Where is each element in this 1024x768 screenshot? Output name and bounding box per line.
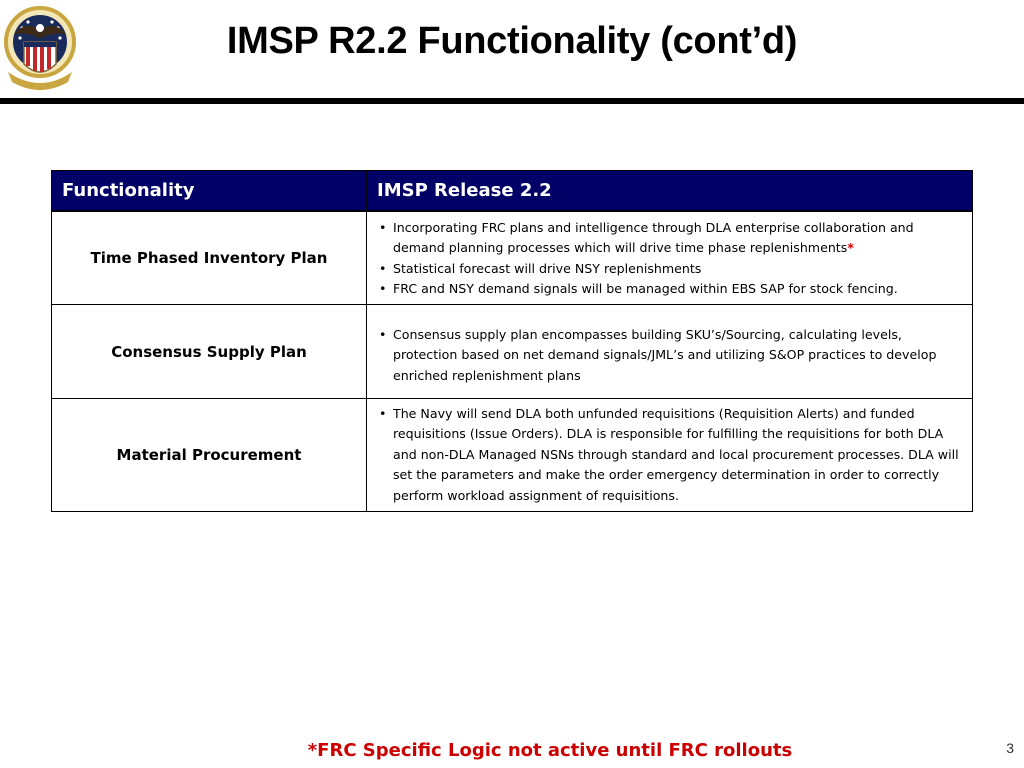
list-item [379,325,964,387]
bullet-text: FRC and NSY demand signals will be managed within EBS SAP for stock fencing. [393,281,898,297]
release-description [367,211,973,305]
functionality-name: Material Procurement [52,399,367,512]
list-item [379,279,964,300]
footnote-marker: * [847,240,854,256]
bullet-text: The Navy will send DLA both unfunded requisitions (Requisition Alerts) and funded requisitions (Issue Orders). DLA is responsible for fulfilling the requisitions for both DLA and non-DLA Managed NSNs through standard and local procurement processes. DLA will set the parameters and make the order emergency determination in order to correctly perform workload assignment of requisitions. [393,405,959,503]
footnote: *FRC Specific Logic not active until FRC rollouts [307,740,793,761]
functionality-name: Consensus Supply Plan [52,305,367,399]
release-description [367,305,973,399]
column-header-release: IMSP Release 2.2 [367,171,973,211]
functionality-table [51,170,973,512]
table-header-row [52,171,973,211]
table-row [52,211,973,305]
table-row [52,305,973,399]
list-item [379,218,964,259]
bullet-text: Incorporating FRC plans and intelligence through DLA enterprise collaboration and demand planning processes which will drive time phase replenishments [393,219,914,256]
list-item [379,404,964,507]
page-number: 3 [1006,740,1014,756]
table-row [52,399,973,512]
functionality-name: Time Phased Inventory Plan [52,211,367,305]
bullet-text: Statistical forecast will drive NSY replenishments [393,260,702,276]
page-title: IMSP R2.2 Functionality (cont’d) [226,20,798,62]
release-description [367,399,973,512]
bullet-text: Consensus supply plan encompasses building SKU’s/Sourcing, calculating levels, protection based on net demand signals/JML’s and utilizing S&OP practices to develop enriched replenishment plans [393,326,937,383]
list-item [379,259,964,280]
column-header-functionality: Functionality [52,171,367,211]
title-divider [0,98,1024,104]
